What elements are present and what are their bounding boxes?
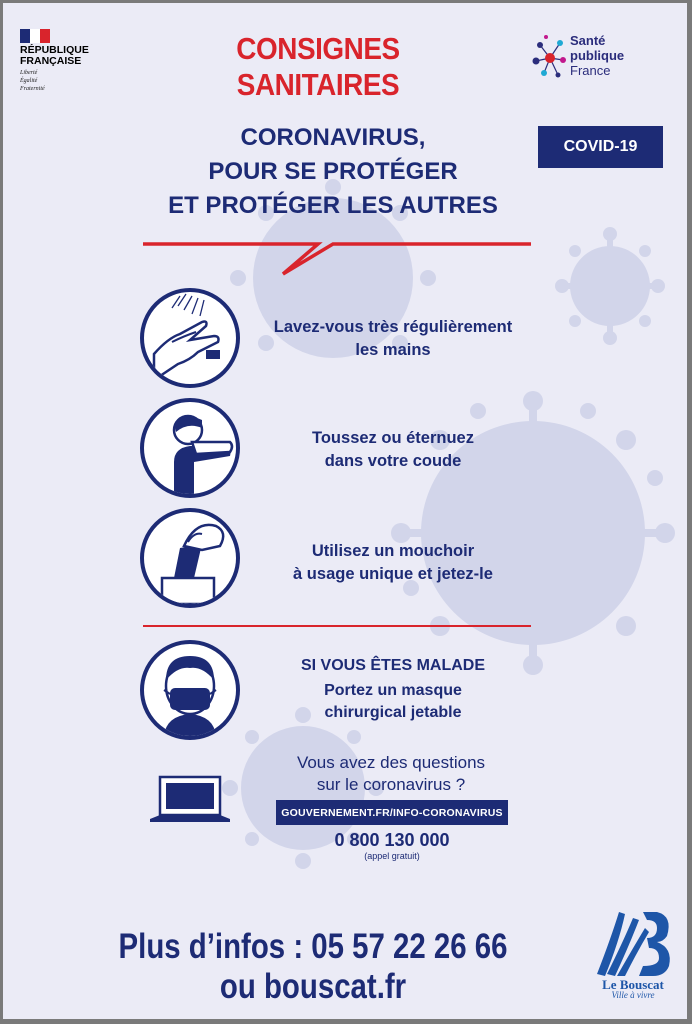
instruction-tissue: Utilisez un mouchoir à usage unique et jetez-le bbox=[293, 542, 493, 583]
republique-francaise-logo bbox=[20, 29, 130, 93]
poster bbox=[3, 3, 687, 1019]
malade-title: SI VOUS ÊTES MALADE bbox=[300, 657, 486, 674]
sante-publique-text: Santé publique France bbox=[570, 33, 625, 78]
face-mask-icon bbox=[140, 640, 240, 740]
footer-info bbox=[103, 927, 523, 1007]
phone-note: (appel gratuit) bbox=[364, 851, 420, 861]
covid-badge: COVID-19 bbox=[538, 126, 663, 168]
virus-illustration-small bbox=[548, 218, 668, 348]
footer-phone[interactable]: Plus d’infos : 05 57 22 26 66 bbox=[118, 927, 508, 966]
republique-motto: Liberté Égalité Fraternité bbox=[20, 70, 45, 92]
cough-elbow-icon bbox=[140, 398, 240, 498]
separator-line bbox=[143, 625, 531, 627]
handwashing-icon bbox=[140, 288, 240, 388]
footer-website[interactable]: ou bouscat.fr bbox=[219, 967, 407, 1006]
network-dots-icon bbox=[530, 33, 570, 83]
sante-publique-logo bbox=[530, 33, 625, 88]
tissue-box-icon bbox=[140, 508, 240, 608]
headline: CORONAVIRUS, POUR SE PROTÉGER ET PROTÉGER LES AUTRES bbox=[168, 124, 498, 219]
french-flag-icon bbox=[20, 29, 50, 43]
questions-text: Vous avez des questions sur le coronavirus ? bbox=[296, 753, 486, 794]
le-bouscat-logo bbox=[593, 908, 673, 1000]
malade-text: Portez un masque chirurgical jetable bbox=[324, 682, 462, 721]
malade-section bbox=[258, 656, 528, 724]
instruction-cough: Toussez ou éternuez dans votre coude bbox=[312, 429, 474, 470]
instruction-handwashing: Lavez-vous très régulièrement les mains bbox=[273, 318, 513, 359]
phone-number[interactable]: 0 800 130 000 bbox=[334, 830, 450, 850]
laptop-icon bbox=[148, 775, 232, 825]
speech-bubble-line bbox=[143, 241, 533, 281]
le-bouscat-name: Le Bouscat bbox=[602, 977, 664, 992]
republique-name: RÉPUBLIQUE FRANÇAISE bbox=[20, 44, 89, 67]
gouvernement-link[interactable]: GOUVERNEMENT.FR/INFO-CORONAVIRUS bbox=[276, 800, 508, 825]
le-bouscat-tagline: Ville à vivre bbox=[611, 990, 655, 1000]
le-bouscat-emblem-icon bbox=[593, 908, 673, 978]
poster-title: CONSIGNES SANITAIRES bbox=[236, 31, 400, 102]
